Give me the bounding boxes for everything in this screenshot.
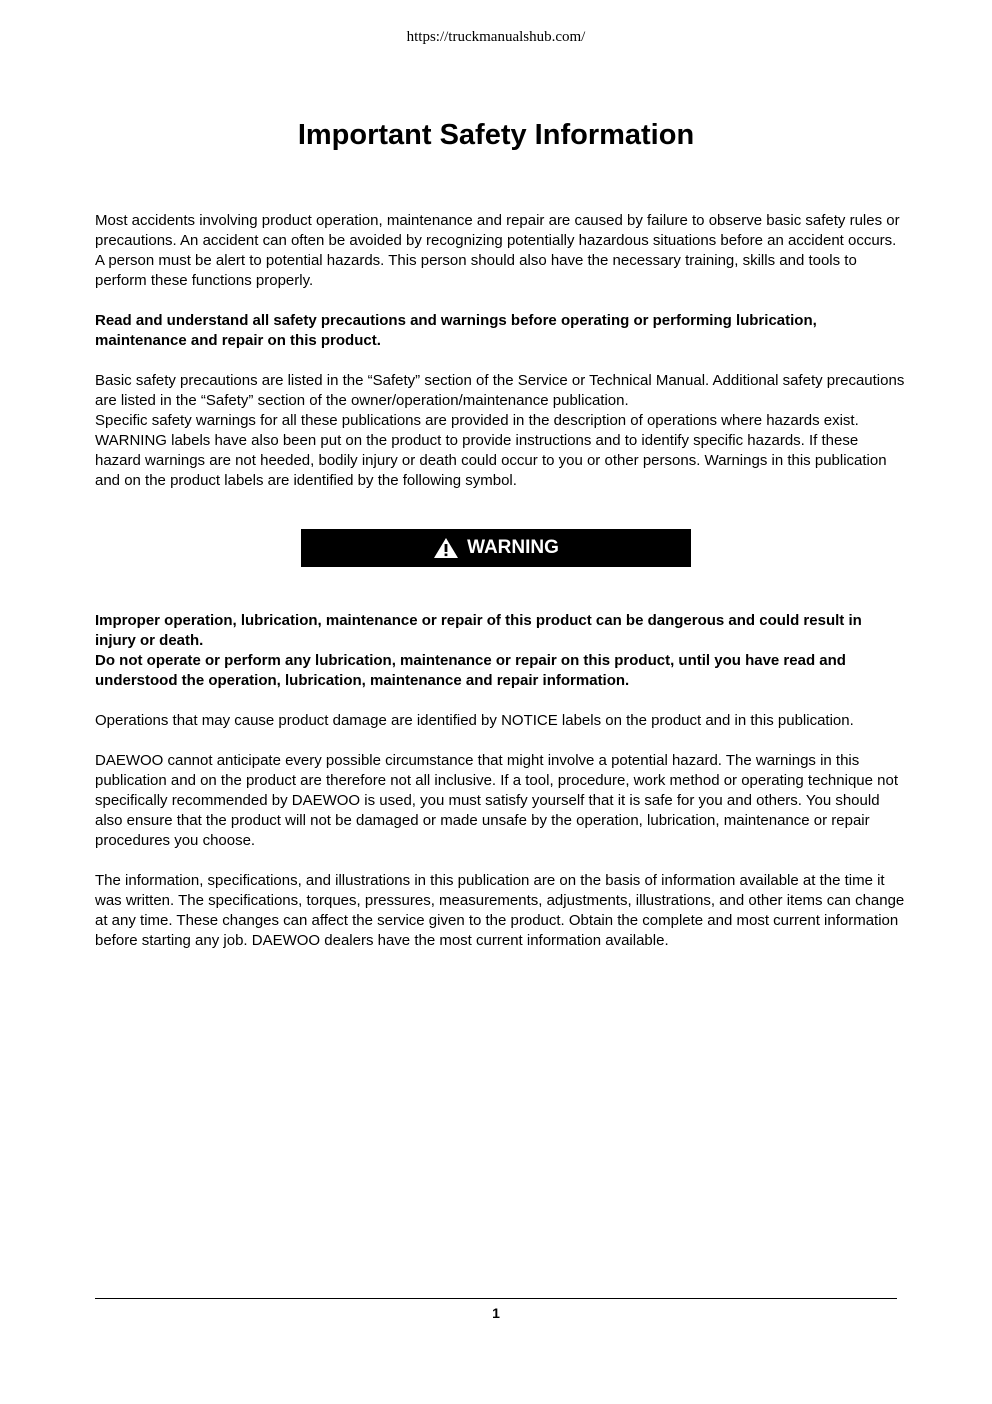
basic-precautions-block xyxy=(95,371,905,491)
specific-warnings-paragraph: Specific safety warnings for all these publications are provided in the description of operations where hazards exist. WARNING labels have also been put on the product to provide instructions and to identify specific hazards. If these hazard warnings are not heeded, bodily injury or death could occur to you or other persons. Warnings in this publication and on the product labels are identified by the following symbol. xyxy=(95,412,887,489)
notice-labels-block xyxy=(95,711,905,731)
warning-banner xyxy=(301,529,691,567)
read-understand-paragraph: Read and understand all safety precautions and warnings before operating or performing lubrication, maintenance and repair on this product. xyxy=(95,312,817,349)
read-understand-block xyxy=(95,311,905,351)
footer-divider xyxy=(95,1298,897,1299)
notice-labels-paragraph: Operations that may cause product damage are identified by NOTICE labels on the product and in this publication. xyxy=(95,712,854,729)
information-basis-paragraph: The information, specifications, and illustrations in this publication are on the basis of information available at the time it was written. The specifications, torques, pressures, measurements, adjustments, illustrations, and other items can change at any time. These changes can affect the service given to the product. Obtain the complete and most current information before starting any job. DAEWOO dealers have the most current information available. xyxy=(95,872,905,949)
warning-triangle-icon xyxy=(433,537,459,559)
warning-label: WARNING xyxy=(467,537,559,558)
page-number: 1 xyxy=(492,1305,500,1321)
intro-paragraph: Most accidents involving product operation, maintenance and repair are caused by failure to observe basic safety rules or precautions. An accident can often be avoided by recognizing potentially hazardous situations before an accident occurs. A person must be alert to potential hazards. This person should also have the necessary training, skills and tools to perform these functions properly. xyxy=(95,212,900,289)
daewoo-anticipate-paragraph: DAEWOO cannot anticipate every possible circumstance that might involve a potential hazard. The warnings in this publication and on the product are therefore not all inclusive. If a tool, procedure, work method or operating technique not specifically recommended by DAEWOO is used, you must satisfy yourself that it is safe for you and others. You should also ensure that the product will not be damaged or made unsafe by the operation, lubrication, maintenance or repair procedures you choose. xyxy=(95,752,898,849)
intro-paragraph-block xyxy=(95,211,905,291)
information-basis-block xyxy=(95,871,905,951)
improper-operation-paragraph: Improper operation, lubrication, maintenance or repair of this product can be dangerous and could result in injury or death. xyxy=(95,612,862,649)
daewoo-anticipate-block xyxy=(95,751,905,851)
page-title: Important Safety Information xyxy=(297,119,695,151)
header-url: https://truckmanualshub.com/ xyxy=(406,29,586,45)
basic-precautions-paragraph: Basic safety precautions are listed in the “Safety” section of the Service or Technical Manual. Additional safety precautions are listed in the “Safety” section of the owner/operation/maintenance publication. xyxy=(95,372,905,409)
improper-operation-block xyxy=(95,611,905,691)
do-not-operate-paragraph: Do not operate or perform any lubrication, maintenance or repair on this product, until you have read and understood the operation, lubrication, maintenance and repair information. xyxy=(95,652,846,689)
